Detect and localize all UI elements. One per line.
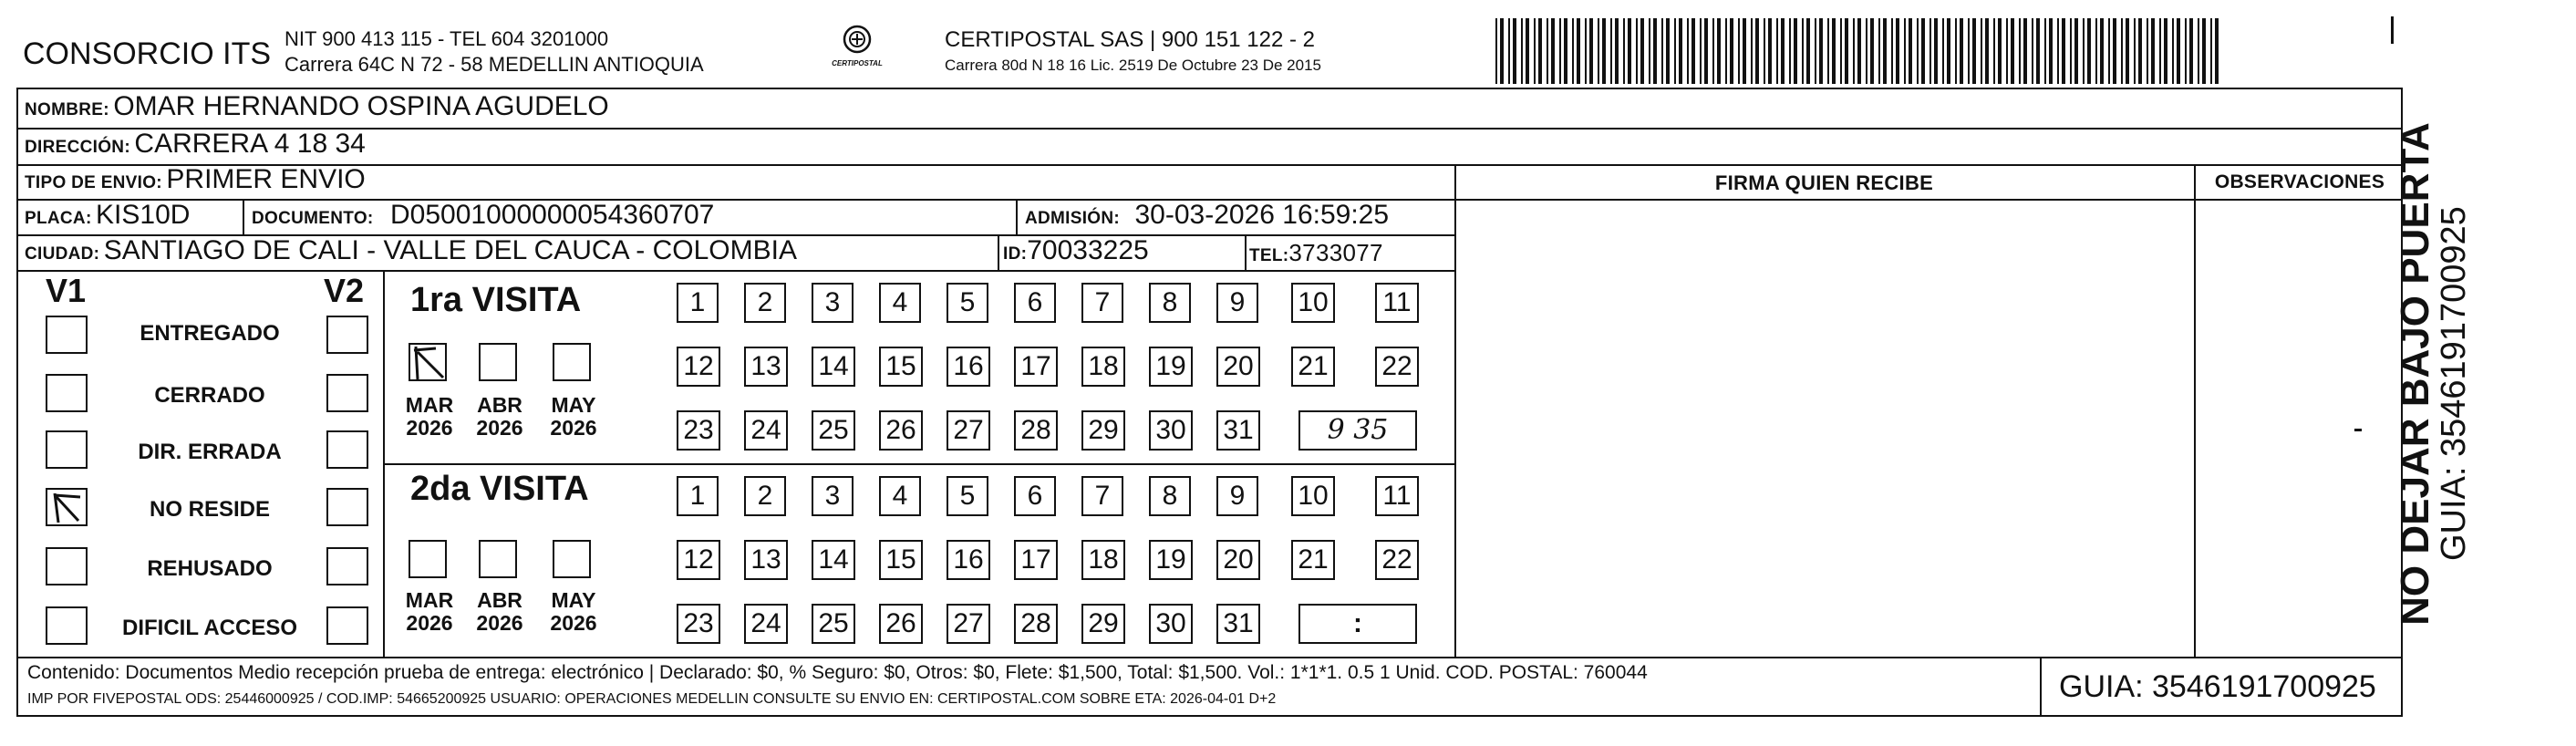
day-box[interactable]: 30 xyxy=(1149,604,1193,644)
direccion-label: DIRECCIÓN: xyxy=(25,138,130,157)
day-box[interactable]: 6 xyxy=(1014,476,1056,516)
barcode-bar xyxy=(1495,18,1497,84)
barcode-bar xyxy=(2164,18,2167,84)
barcode-bar xyxy=(1679,18,1682,84)
barcode-bar xyxy=(1585,18,1587,84)
barcode-bar xyxy=(1704,18,1708,84)
day-box[interactable]: 7 xyxy=(1081,476,1123,516)
v2-checkbox[interactable] xyxy=(326,374,368,412)
month-checkbox[interactable] xyxy=(553,343,591,381)
company-nit: NIT 900 413 115 - TEL 604 3201000 xyxy=(284,27,609,50)
nombre-label: NOMBRE: xyxy=(25,100,109,119)
day-box[interactable]: 25 xyxy=(812,604,855,644)
month-label: MAR xyxy=(405,393,454,417)
day-box[interactable]: 27 xyxy=(947,410,990,451)
barcode-bar xyxy=(1891,18,1893,84)
barcode-bar xyxy=(2215,18,2219,84)
barcode-bar xyxy=(1640,18,1644,84)
barcode-bar xyxy=(1687,18,1689,84)
status-option-label: ENTREGADO xyxy=(140,321,280,346)
barcode-bar xyxy=(1840,18,1842,84)
barcode-bar xyxy=(1819,18,1823,84)
day-box[interactable]: 16 xyxy=(947,347,990,387)
barcode-bar xyxy=(2062,18,2065,84)
day-box[interactable]: 5 xyxy=(947,476,988,516)
day-box[interactable]: 14 xyxy=(812,347,855,387)
barcode-bar xyxy=(1547,18,1548,84)
barcode-bar xyxy=(1789,18,1791,84)
id-value: 70033225 xyxy=(1027,235,1149,265)
barcode-bar xyxy=(1934,18,1938,84)
footer-guia-left xyxy=(2040,657,2042,717)
day-box[interactable]: 29 xyxy=(1081,604,1125,644)
day-box[interactable]: 4 xyxy=(879,283,921,323)
barcode-bar xyxy=(1921,18,1925,84)
day-box[interactable]: 15 xyxy=(879,540,923,580)
month-label: ABR xyxy=(477,393,522,417)
documento-value: D05001000000054360707 xyxy=(390,200,715,230)
barcode-bar xyxy=(1649,18,1650,84)
barcode-bar xyxy=(2185,18,2187,84)
ciudad-cell xyxy=(25,235,797,266)
logo-label: CERTIPOSTAL xyxy=(832,59,883,67)
col-line xyxy=(998,234,999,270)
footer-print-info: IMP POR FIVEPOSTAL ODS: 25446000925 / COD.IMP: 54665200925 USUARIO: OPERACIONES MEDELLIN CONSULTE SU ENVIO EN: CERTIPOSTAL.COM SOBRE ETA: 2026-04-01 D+2 xyxy=(27,691,1277,707)
day-box[interactable]: 27 xyxy=(947,604,990,644)
day-box[interactable]: 16 xyxy=(947,540,990,580)
admision-value: 30-03-2026 16:59:25 xyxy=(1134,200,1390,230)
tipo-row xyxy=(25,164,366,195)
direccion-row xyxy=(25,129,366,160)
day-box[interactable]: 18 xyxy=(1081,540,1125,580)
day-box[interactable]: 8 xyxy=(1149,283,1191,323)
day-box[interactable]: 29 xyxy=(1081,410,1125,451)
day-box[interactable]: 23 xyxy=(677,410,720,451)
v1-checkbox[interactable] xyxy=(46,374,88,412)
nombre-row xyxy=(25,91,609,122)
day-box[interactable]: 17 xyxy=(1014,540,1058,580)
footer-top-line xyxy=(16,657,2403,658)
barcode-bar xyxy=(1500,18,1504,84)
day-box[interactable]: 9 xyxy=(1216,283,1258,323)
barcode-bar xyxy=(1730,18,1733,84)
id-cell xyxy=(1003,235,1149,266)
day-box[interactable]: 6 xyxy=(1014,283,1056,323)
barcode-bar xyxy=(1764,18,1765,84)
barcode-bar xyxy=(1598,18,1599,84)
day-box[interactable]: 13 xyxy=(744,540,788,580)
month-checkbox[interactable] xyxy=(479,343,517,381)
status-option-label: DIFICIL ACCESO xyxy=(121,616,297,640)
day-box[interactable]: 10 xyxy=(1291,283,1335,323)
barcode-bar xyxy=(1636,18,1638,84)
day-box[interactable]: 23 xyxy=(677,604,720,644)
barcode-bar xyxy=(1981,18,1982,84)
day-box[interactable]: 22 xyxy=(1375,347,1419,387)
month-checkbox[interactable] xyxy=(409,343,447,381)
barcode-bar xyxy=(1743,18,1746,84)
day-box[interactable]: 24 xyxy=(744,410,788,451)
month-checkbox[interactable] xyxy=(553,540,591,578)
checkmark-icon xyxy=(47,490,86,524)
year-label: 2026 xyxy=(406,416,453,440)
day-box[interactable]: 8 xyxy=(1149,476,1191,516)
status-option-label: REHUSADO xyxy=(147,556,273,581)
barcode-bar xyxy=(1857,18,1861,84)
id-label: ID: xyxy=(1003,244,1028,264)
side-notice: NO DEJAR BAJO PUERTA xyxy=(2393,122,2437,626)
barcode-bar xyxy=(1985,18,1989,84)
barcode-bar xyxy=(1508,18,1510,84)
month-caption xyxy=(468,394,532,440)
first-visit-title: 1ra VISITA xyxy=(410,281,582,319)
month-label: MAY xyxy=(551,588,596,612)
day-box[interactable]: 18 xyxy=(1081,347,1125,387)
time-box[interactable]: 9 35 xyxy=(1298,410,1417,451)
barcode-bar xyxy=(2151,18,2155,84)
time-box[interactable]: : xyxy=(1298,604,1417,644)
barcode-bar xyxy=(1526,18,1529,84)
status-option-label: DIR. ERRADA xyxy=(138,440,282,464)
carrier-address: Carrera 80d N 18 16 Lic. 2519 De Octubre 23 De 2015 xyxy=(945,57,1321,74)
direccion-value: CARRERA 4 18 34 xyxy=(134,129,366,159)
observaciones-label: OBSERVACIONES xyxy=(2214,171,2385,192)
month-caption xyxy=(542,589,605,635)
barcode xyxy=(1495,18,2225,84)
day-box[interactable]: 7 xyxy=(1081,283,1123,323)
month-label: MAR xyxy=(405,588,454,612)
day-box[interactable]: 25 xyxy=(812,410,855,451)
row-line xyxy=(16,164,2403,166)
signature-left xyxy=(1454,164,1456,657)
day-box[interactable]: 12 xyxy=(677,347,720,387)
barcode-bar xyxy=(1653,18,1657,84)
barcode-bar xyxy=(2138,18,2142,84)
barcode-bar xyxy=(1993,18,1995,84)
month-label: ABR xyxy=(477,588,522,612)
tel-cell xyxy=(1249,239,1383,267)
day-box[interactable]: 9 xyxy=(1216,476,1258,516)
barcode-bar xyxy=(2202,18,2206,84)
year-label: 2026 xyxy=(550,416,597,440)
barcode-bar xyxy=(1968,18,1970,84)
row-line xyxy=(16,128,2403,130)
barcode-bar xyxy=(2087,18,2091,84)
barcode-bar xyxy=(1815,18,1816,84)
barcode-bar xyxy=(1781,18,1785,84)
day-box[interactable]: 31 xyxy=(1216,604,1260,644)
barcode-bar xyxy=(1674,18,1676,84)
day-box[interactable]: 10 xyxy=(1291,476,1335,516)
day-box[interactable]: 1 xyxy=(677,283,719,323)
barcode-bar xyxy=(1666,18,1670,84)
day-box[interactable]: 4 xyxy=(879,476,921,516)
day-box[interactable]: 3 xyxy=(812,283,853,323)
barcode-bar xyxy=(2095,18,2097,84)
barcode-bar xyxy=(2036,18,2040,84)
month-label: MAY xyxy=(551,393,596,417)
col-line xyxy=(1245,234,1247,270)
documento-cell xyxy=(252,200,714,231)
col-line xyxy=(1016,199,1018,234)
day-box[interactable]: 20 xyxy=(1216,540,1260,580)
barcode-bar xyxy=(2070,18,2072,84)
year-label: 2026 xyxy=(406,611,453,635)
visit-divider xyxy=(383,463,1454,465)
side-guia: GUIA: 3546191700925 xyxy=(2435,206,2473,561)
month-caption xyxy=(398,589,461,635)
status-option-label: CERRADO xyxy=(154,383,265,408)
day-box[interactable]: 21 xyxy=(1291,347,1335,387)
barcode-bar xyxy=(2108,18,2110,84)
barcode-bar xyxy=(1947,18,1950,84)
barcode-bar xyxy=(2083,18,2085,84)
admision-label: ADMISIÓN: xyxy=(1025,209,1121,228)
day-box[interactable]: 5 xyxy=(947,283,988,323)
v2-label: V2 xyxy=(324,272,365,309)
second-visit-title: 2da VISITA xyxy=(410,470,589,508)
checkmark-icon xyxy=(410,345,447,381)
side-dash xyxy=(2354,429,2362,431)
day-box[interactable]: 24 xyxy=(744,604,788,644)
barcode-bar xyxy=(1972,18,1976,84)
v1-checkbox[interactable] xyxy=(46,488,88,526)
barcode-bar xyxy=(2113,18,2116,84)
barcode-bar xyxy=(1827,18,1829,84)
day-box[interactable]: 11 xyxy=(1375,476,1419,516)
barcode-bar xyxy=(1866,18,1867,84)
barcode-bar xyxy=(1717,18,1721,84)
barcode-bar xyxy=(1917,18,1919,84)
barcode-bar xyxy=(1700,18,1702,84)
barcode-bar xyxy=(1776,18,1778,84)
barcode-bar xyxy=(1623,18,1625,84)
carrier-info: CERTIPOSTAL SAS | 900 151 122 - 2 xyxy=(945,27,1315,52)
year-label: 2026 xyxy=(550,611,597,635)
barcode-bar xyxy=(1853,18,1855,84)
day-box[interactable]: 31 xyxy=(1216,410,1260,451)
barcode-bar xyxy=(1551,18,1555,84)
day-box[interactable]: 19 xyxy=(1149,540,1193,580)
barcode-bar xyxy=(1738,18,1740,84)
barcode-bar xyxy=(2147,18,2148,84)
barcode-bar xyxy=(1806,18,1810,84)
barcode-bar xyxy=(2074,18,2078,84)
barcode-bar xyxy=(1802,18,1804,84)
day-box[interactable]: 11 xyxy=(1375,283,1419,323)
barcode-bar xyxy=(1691,18,1695,84)
v1-label: V1 xyxy=(46,272,87,309)
day-box[interactable]: 1 xyxy=(677,476,719,516)
day-box[interactable]: 28 xyxy=(1014,604,1058,644)
corner-mark xyxy=(2391,16,2394,44)
day-box[interactable]: 2 xyxy=(744,283,786,323)
barcode-bar xyxy=(1878,18,1880,84)
barcode-bar xyxy=(1955,18,1957,84)
logo-icon xyxy=(836,24,878,55)
barcode-bar xyxy=(1712,18,1714,84)
v1-checkbox[interactable] xyxy=(46,606,88,645)
v2-checkbox[interactable] xyxy=(326,430,368,469)
documento-label: DOCUMENTO: xyxy=(252,209,374,228)
v2-checkbox[interactable] xyxy=(326,547,368,585)
row-line xyxy=(16,270,1454,272)
barcode-bar xyxy=(1768,18,1772,84)
barcode-bar xyxy=(1909,18,1912,84)
firma-header-line xyxy=(1454,199,2403,201)
barcode-bar xyxy=(1513,18,1516,84)
day-box[interactable]: 26 xyxy=(879,604,923,644)
barcode-bar xyxy=(1564,18,1567,84)
barcode-bar xyxy=(2032,18,2033,84)
barcode-bar xyxy=(2023,18,2027,84)
v1-checkbox[interactable] xyxy=(46,547,88,585)
firma-label: FIRMA QUIEN RECIBE xyxy=(1714,171,1934,194)
footer-content: Contenido: Documentos Medio recepción prueba de entrega: electrónico | Declarado: $0, % Seguro: $0, Otros: $0, Flete: $1,500, Total: $1,500. Vol.: 1*1*1. 0.5 1 Unid. COD. POSTAL: 760044 xyxy=(27,662,1648,683)
barcode-bar xyxy=(1572,18,1574,84)
ciudad-value: SANTIAGO DE CALI - VALLE DEL CAUCA - COLOMBIA xyxy=(103,235,797,265)
barcode-bar xyxy=(1998,18,2002,84)
month-caption xyxy=(542,394,605,440)
tipo-value: PRIMER ENVIO xyxy=(166,164,366,194)
barcode-bar xyxy=(1845,18,1848,84)
barcode-bar xyxy=(2019,18,2021,84)
barcode-bar xyxy=(1751,18,1753,84)
tel-label: TEL: xyxy=(1249,246,1289,265)
barcode-bar xyxy=(1755,18,1759,84)
barcode-bar xyxy=(1942,18,1944,84)
v2-checkbox[interactable] xyxy=(326,488,368,526)
barcode-bar xyxy=(1559,18,1561,84)
month-checkbox[interactable] xyxy=(409,540,447,578)
day-box[interactable]: 12 xyxy=(677,540,720,580)
barcode-bar xyxy=(2134,18,2136,84)
barcode-bar xyxy=(1534,18,1536,84)
certipostal-logo xyxy=(825,24,889,78)
day-box[interactable]: 13 xyxy=(744,347,788,387)
observations-left xyxy=(2194,164,2196,657)
barcode-bar xyxy=(1794,18,1797,84)
barcode-bar xyxy=(1628,18,1631,84)
barcode-bar xyxy=(2172,18,2174,84)
day-box[interactable]: 15 xyxy=(879,347,923,387)
month-caption xyxy=(468,589,532,635)
barcode-bar xyxy=(1896,18,1899,84)
barcode-bar xyxy=(1960,18,1963,84)
barcode-bar xyxy=(2011,18,2014,84)
barcode-bar xyxy=(1602,18,1606,84)
barcode-bar xyxy=(2006,18,2008,84)
barcode-bar xyxy=(2177,18,2180,84)
tel-value: 3733077 xyxy=(1288,239,1383,266)
day-box[interactable]: 2 xyxy=(744,476,786,516)
barcode-bar xyxy=(2049,18,2053,84)
company-address: Carrera 64C N 72 - 58 MEDELLIN ANTIOQUIA xyxy=(284,53,704,76)
barcode-bar xyxy=(2198,18,2199,84)
tipo-label: TIPO DE ENVIO: xyxy=(25,173,162,192)
day-box[interactable]: 28 xyxy=(1014,410,1058,451)
admision-cell xyxy=(1025,200,1389,231)
placa-cell xyxy=(25,200,190,231)
barcode-bar xyxy=(1521,18,1523,84)
barcode-bar xyxy=(1615,18,1619,84)
barcode-bar xyxy=(1661,18,1663,84)
barcode-bar xyxy=(1577,18,1580,84)
v1-checkbox[interactable] xyxy=(46,430,88,469)
v2-checkbox[interactable] xyxy=(326,606,368,645)
year-label: 2026 xyxy=(476,416,523,440)
barcode-bar xyxy=(2189,18,2193,84)
barcode-bar xyxy=(1832,18,1836,84)
col-line xyxy=(243,199,244,234)
footer-guia: GUIA: 3546191700925 xyxy=(2059,669,2376,704)
barcode-bar xyxy=(2210,18,2212,84)
barcode-bar xyxy=(2044,18,2046,84)
v2-checkbox[interactable] xyxy=(326,316,368,354)
barcode-bar xyxy=(1883,18,1887,84)
day-box[interactable]: 17 xyxy=(1014,347,1058,387)
day-box[interactable]: 26 xyxy=(879,410,923,451)
barcode-bar xyxy=(1538,18,1542,84)
status-option-label: NO RESIDE xyxy=(149,497,271,522)
v1-checkbox[interactable] xyxy=(46,316,88,354)
year-label: 2026 xyxy=(476,611,523,635)
day-box[interactable]: 14 xyxy=(812,540,855,580)
day-box[interactable]: 20 xyxy=(1216,347,1260,387)
placa-value: KIS10D xyxy=(96,200,191,230)
month-caption xyxy=(398,394,461,440)
placa-label: PLACA: xyxy=(25,209,92,228)
nombre-value: OMAR HERNANDO OSPINA AGUDELO xyxy=(113,91,609,121)
barcode-bar xyxy=(1610,18,1612,84)
day-box[interactable]: 3 xyxy=(812,476,853,516)
day-box[interactable]: 21 xyxy=(1291,540,1335,580)
barcode-bar xyxy=(1929,18,1931,84)
barcode-bar xyxy=(2100,18,2104,84)
company-name: CONSORCIO ITS xyxy=(23,36,272,71)
barcode-bar xyxy=(2126,18,2129,84)
month-checkbox[interactable] xyxy=(479,540,517,578)
barcode-bar xyxy=(1589,18,1593,84)
barcode-bar xyxy=(2057,18,2059,84)
barcode-bar xyxy=(2159,18,2161,84)
barcode-bar xyxy=(1904,18,1906,84)
day-box[interactable]: 30 xyxy=(1149,410,1193,451)
day-box[interactable]: 22 xyxy=(1375,540,1419,580)
ciudad-label: CIUDAD: xyxy=(25,244,100,264)
day-box[interactable]: 19 xyxy=(1149,347,1193,387)
barcode-bar xyxy=(2121,18,2123,84)
barcode-bar xyxy=(1870,18,1874,84)
barcode-bar xyxy=(1725,18,1727,84)
